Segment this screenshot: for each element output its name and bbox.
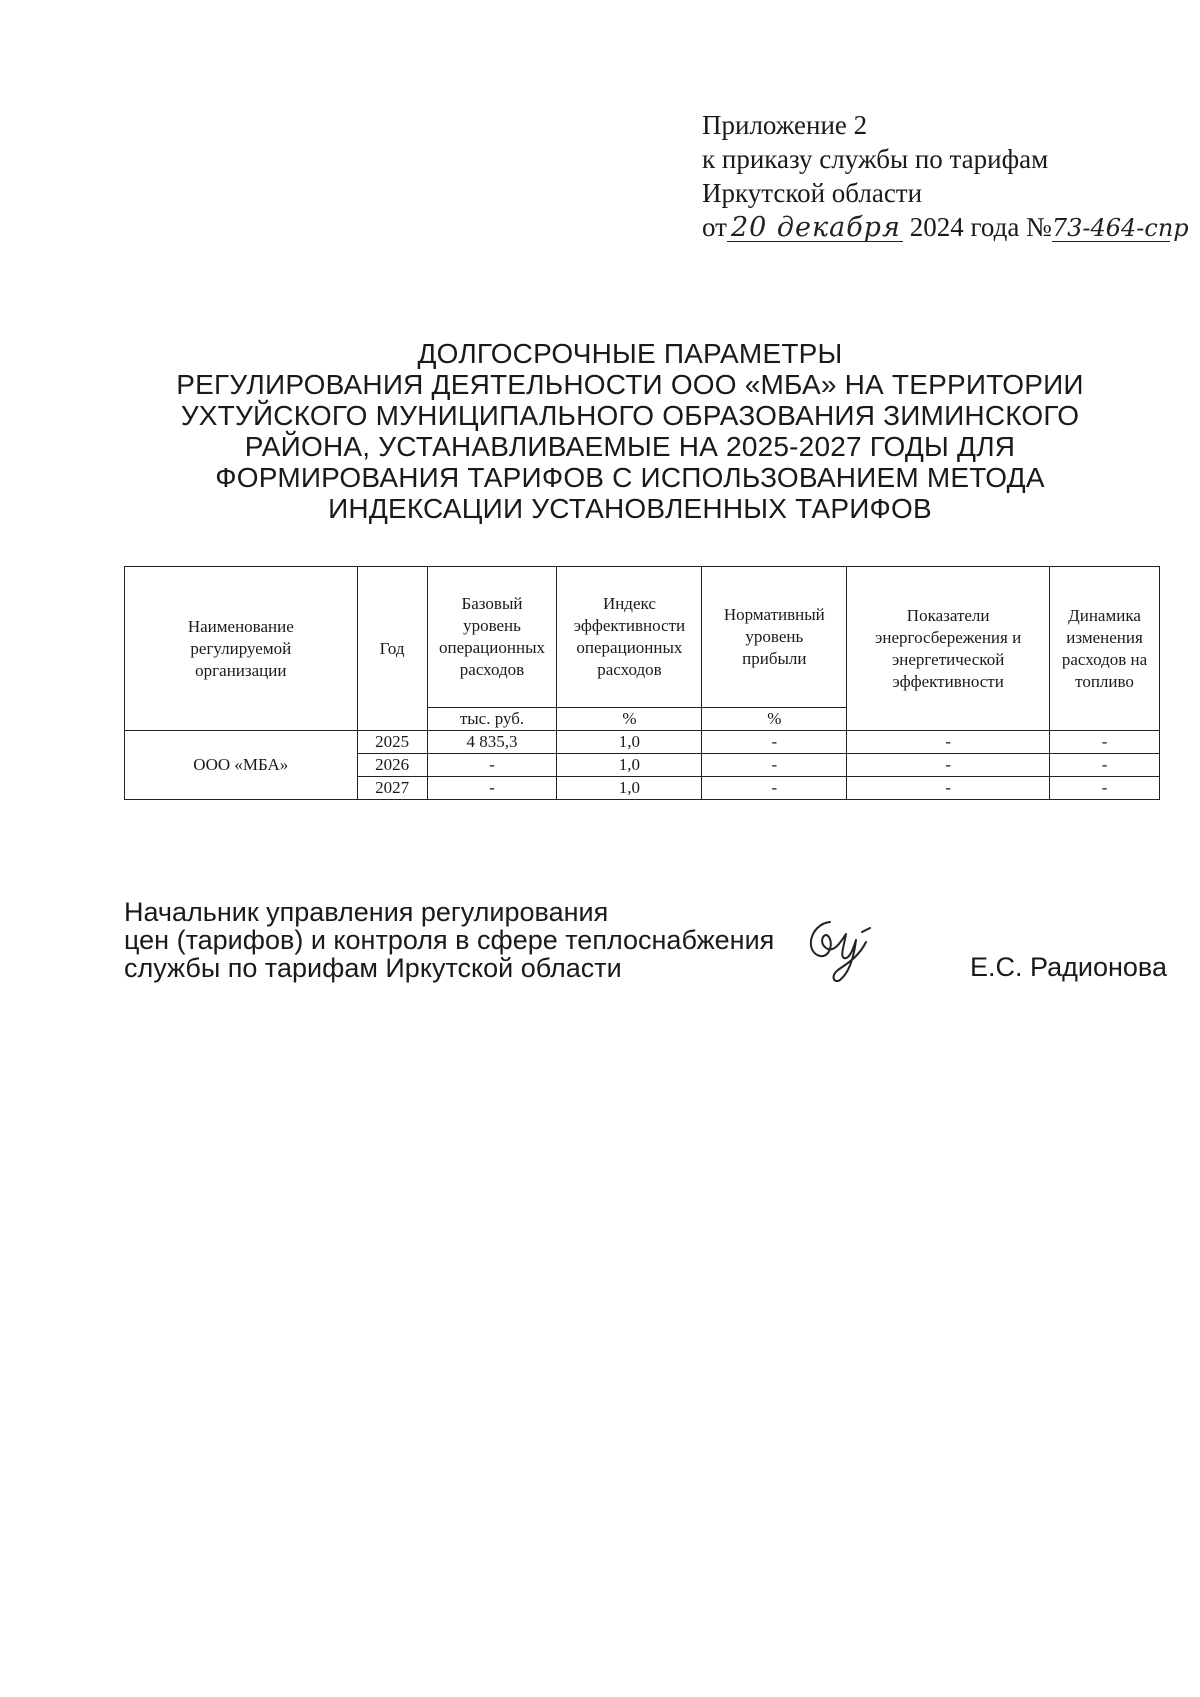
header-text: расходов на — [1061, 649, 1148, 669]
header-text: Год — [379, 638, 405, 658]
cell-fuel: - — [1050, 754, 1160, 777]
unit-index: % — [557, 708, 702, 731]
cell-profit: - — [702, 754, 847, 777]
signatory-name: Е.С. Радионова — [970, 952, 1167, 982]
header-text: изменения — [1066, 627, 1143, 647]
position-line: Начальник управления регулирования — [124, 897, 609, 927]
header-text: уровень — [745, 627, 804, 646]
table-row — [125, 731, 1160, 754]
header-text: операционных — [438, 638, 545, 657]
cell-index: 1,0 — [557, 731, 702, 754]
header-efficiency-index — [557, 567, 702, 708]
header-text: Наименование — [187, 616, 294, 636]
header-text: Базовый — [461, 594, 523, 613]
title-line: УХТУЙСКОГО МУНИЦИПАЛЬНОГО ОБРАЗОВАНИЯ ЗИМИНСКОГО — [180, 400, 1080, 431]
header-text: Показатели — [906, 605, 990, 625]
signatory-position — [124, 898, 774, 982]
header-text: эффективности — [892, 671, 1004, 691]
header-text: энергосбережения и — [875, 627, 1022, 647]
position-line: цен (тарифов) и контроля в сфере теплоснабжения — [124, 925, 775, 955]
header-year — [357, 567, 427, 731]
year-label: 2024 года № — [909, 212, 1052, 242]
cell-year: 2027 — [357, 777, 427, 800]
cell-energy: - — [847, 777, 1050, 800]
header-text: расходов — [459, 660, 525, 679]
header-text: эффективности — [573, 616, 686, 635]
title-line: РАЙОНА, УСТАНАВЛИВАЕМЫЕ НА 2025-2027 ГОДЫ ДЛЯ — [244, 431, 1016, 462]
header-text: Нормативный — [723, 605, 825, 624]
header-profit-level — [702, 567, 847, 708]
parameters-table — [124, 566, 1160, 800]
cell-fuel: - — [1050, 777, 1160, 800]
position-line: службы по тарифам Иркутской области — [124, 953, 622, 983]
cell-profit: - — [702, 731, 847, 754]
appendix-line-1: Приложение 2 — [702, 110, 868, 140]
cell-base: - — [427, 777, 557, 800]
cell-energy: - — [847, 754, 1050, 777]
cell-index: 1,0 — [557, 754, 702, 777]
header-text: прибыли — [742, 649, 807, 668]
header-org-name — [125, 567, 358, 731]
header-fuel-dynamics — [1050, 567, 1160, 731]
table-header-row — [125, 567, 1160, 708]
cell-org-name: ООО «МБА» — [125, 731, 358, 800]
cell-year: 2025 — [357, 731, 427, 754]
from-label: от — [702, 212, 727, 242]
handwritten-order-number: 73-464-спр — [1051, 214, 1189, 242]
handwritten-signature — [800, 912, 880, 992]
cell-year: 2026 — [357, 754, 427, 777]
header-energy-indicators — [847, 567, 1050, 731]
header-text: организации — [195, 660, 287, 680]
cell-energy: - — [847, 731, 1050, 754]
handwritten-date: 20 декабря — [727, 215, 903, 242]
title-line: ДОЛГОСРОЧНЫЕ ПАРАМЕТРЫ — [417, 338, 843, 369]
document-title — [130, 338, 1130, 524]
header-text: топливо — [1075, 671, 1134, 691]
header-text: Динамика — [1068, 605, 1141, 625]
appendix-line-3: Иркутской области — [702, 178, 923, 208]
header-base-level — [427, 567, 557, 708]
header-text: энергетической — [891, 649, 1005, 669]
header-text: операционных — [576, 638, 683, 657]
appendix-line-4 — [702, 210, 1189, 244]
header-text: регулируемой — [190, 638, 292, 658]
cell-index: 1,0 — [557, 777, 702, 800]
header-text: Индекс — [602, 594, 656, 613]
cell-profit: - — [702, 777, 847, 800]
appendix-line-2: к приказу службы по тарифам — [702, 144, 1049, 174]
header-text: расходов — [597, 660, 662, 679]
unit-profit: % — [702, 708, 847, 731]
cell-base: 4 835,3 — [427, 731, 557, 754]
header-text: уровень — [463, 616, 521, 635]
unit-base: тыс. руб. — [427, 708, 557, 731]
cell-base: - — [427, 754, 557, 777]
appendix-block — [702, 108, 1189, 244]
title-line: ИНДЕКСАЦИИ УСТАНОВЛЕННЫХ ТАРИФОВ — [328, 493, 932, 524]
title-line: ФОРМИРОВАНИЯ ТАРИФОВ С ИСПОЛЬЗОВАНИЕМ МЕТОДА — [215, 462, 1045, 493]
title-line: РЕГУЛИРОВАНИЯ ДЕЯТЕЛЬНОСТИ ООО «МБА» НА ТЕРРИТОРИИ — [176, 369, 1084, 400]
cell-fuel: - — [1050, 731, 1160, 754]
